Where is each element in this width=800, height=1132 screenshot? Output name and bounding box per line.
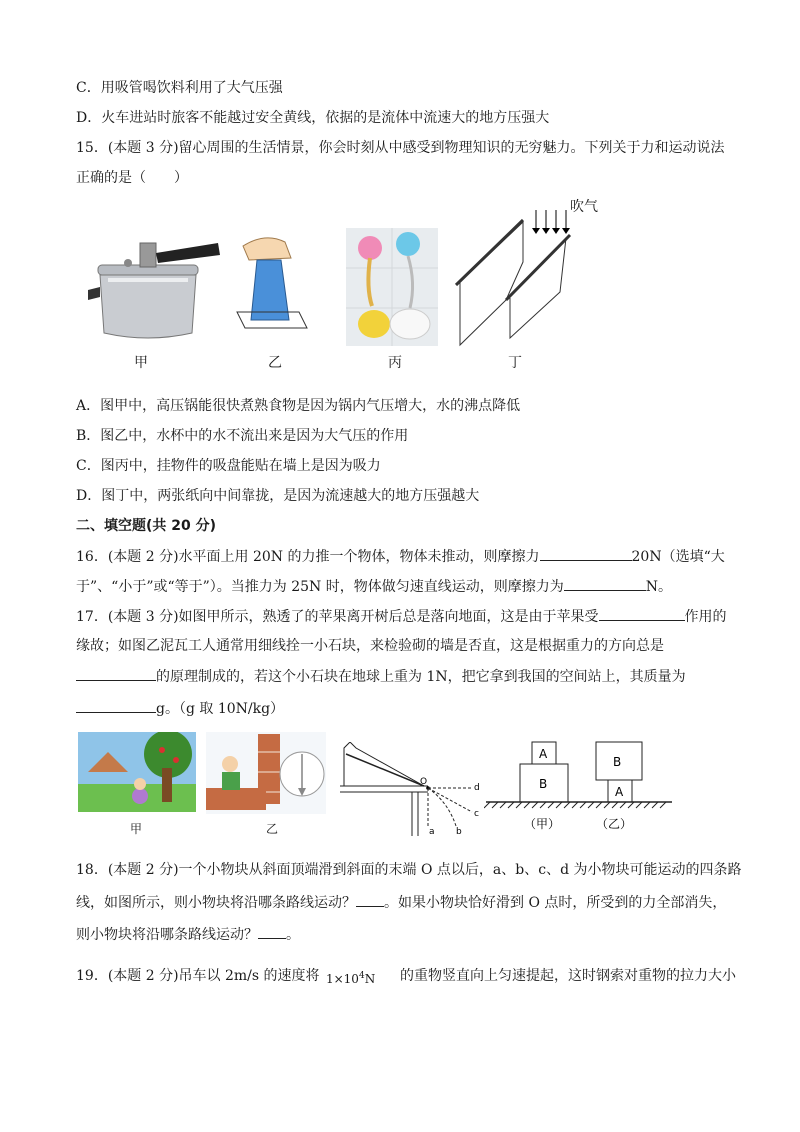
fig18-o: O (420, 777, 428, 787)
q17-fig-jia-label: 甲 (129, 822, 142, 836)
q15-stem-line1: 15．(本题 3 分)留心周围的生活情景，你会时刻从中感受到物理知识的无穷魅力。下列关于力和运动说法 (76, 140, 725, 156)
q18-line3 (76, 924, 300, 945)
q19-line1 (76, 966, 736, 986)
fig-label-yi: 乙 (268, 355, 282, 371)
q18-text-2b: 。如果小物块恰好滑到 O 点时，所受到的力全部消失， (384, 895, 727, 911)
q17-line3 (76, 666, 686, 687)
q16-line1 (76, 546, 725, 567)
block-b-top: B (613, 755, 622, 769)
q18-blank-1[interactable] (356, 892, 384, 907)
pressure-cooker-figure (78, 225, 223, 345)
q17-text-1b: 作用的 (684, 609, 727, 625)
q18-text-3b: 。 (286, 927, 300, 943)
q17-text-4b: g。（g 取 10N/kg） (156, 701, 285, 717)
incline-paths-figure (336, 742, 486, 842)
q18-text-2a: 线，如图所示，则小物块将沿哪条路线运动？ (76, 895, 356, 911)
figab-label-jia: （甲） (524, 817, 561, 831)
q17-line2: 缘故；如图乙泥瓦工人通常用细线拴一小石块，来检验砌的墙是否直，这是根据重力的方向总是 (76, 638, 664, 654)
q14-option-d: D．火车进站时旅客不能越过安全黄线，依据的是流体中流速大的地方压强大 (76, 110, 550, 126)
fig18-c: c (474, 809, 479, 819)
block-a-bottom: A (615, 785, 624, 799)
block-a-top: A (539, 747, 548, 761)
q16-text-2b: N。 (645, 579, 672, 595)
q17-line1 (76, 606, 727, 627)
q15-stem-line2: 正确的是（ ） (76, 170, 188, 186)
q17-line4 (76, 698, 284, 719)
section-title: 二、填空题(共 20 分) (76, 518, 217, 534)
q15-option-a: A．图甲中，高压锅能很快煮熟食物是因为锅内气压增大，水的沸点降低 (76, 398, 521, 414)
q15-option-d: D．图丁中，两张纸向中间靠拢，是因为流速越大的地方压强越大 (76, 488, 480, 504)
figab-label-yi: （乙） (596, 817, 633, 831)
q17-blank-1[interactable] (599, 606, 685, 621)
q15-option-b: B．图乙中，水杯中的水不流出来是因为大气压的作用 (76, 428, 409, 444)
q17-fig-yi-label: 乙 (265, 822, 278, 836)
q17-text-1a: 17．(本题 3 分)如图甲所示，熟透了的苹果离开树后总是落向地面，这是由于苹果受 (76, 609, 599, 625)
fig18-d: d (474, 783, 480, 793)
q18-line2 (76, 892, 726, 913)
q18-blank-2[interactable] (258, 924, 286, 939)
q19-text-1b: 的重物竖直向上匀速提起，这时钢索对重物的拉力大小 (399, 968, 736, 984)
q16-blank-1[interactable] (540, 546, 632, 561)
fig-label-ding: 丁 (508, 355, 522, 371)
q14-option-c: C．用吸管喝饮料利用了大气压强 (76, 80, 283, 96)
q16-blank-2[interactable] (564, 576, 646, 591)
stacked-blocks-figure (484, 740, 674, 840)
q15-option-c: C．图丙中，挂物件的吸盘能贴在墙上是因为吸力 (76, 458, 381, 474)
q16-line2 (76, 576, 672, 597)
q17-blank-2[interactable] (76, 666, 156, 681)
fig18-a: a (429, 827, 435, 837)
fig-label-jia: 甲 (134, 355, 148, 371)
q16-text-1a: 16．(本题 2 分)水平面上用 20N 的力推一个物体，物体未推动，则摩擦力 (76, 549, 540, 565)
apple-tree-figure (78, 732, 196, 812)
q18-line1: 18．(本题 2 分)一个小物块从斜面顶端滑到斜面的末端 O 点以后，a、b、c、d 为小物块可能运动的四条路 (76, 862, 742, 878)
plumb-line-figure (206, 732, 326, 814)
q19-formula-text: $1\times 10^4N$ (325, 971, 376, 986)
two-papers-figure (448, 210, 578, 350)
inverted-cup-figure (235, 232, 315, 332)
q19-text-1a: 19．(本题 2 分)吊车以 2m/s 的速度将 (76, 968, 320, 984)
q18-text-3a: 则小物块将沿哪条路线运动？ (76, 927, 258, 943)
q17-text-3b: 的原理制成的，若这个小石块在地球上重为 1N，把它拿到我国的空间站上，其质量为 (156, 669, 686, 685)
block-b-bottom: B (539, 777, 548, 791)
q16-text-2a: 于”、“小于”或“等于”）。当推力为 25N 时，物体做匀速直线运动，则摩擦力为 (76, 579, 564, 595)
fig18-b: b (456, 827, 462, 837)
suction-hooks-figure (346, 228, 438, 346)
fig-label-bing: 丙 (388, 355, 402, 371)
q17-blank-3[interactable] (76, 698, 156, 713)
q16-text-1b: 20N（选填“大 (631, 549, 725, 565)
blow-label: 吹气 (570, 199, 598, 215)
